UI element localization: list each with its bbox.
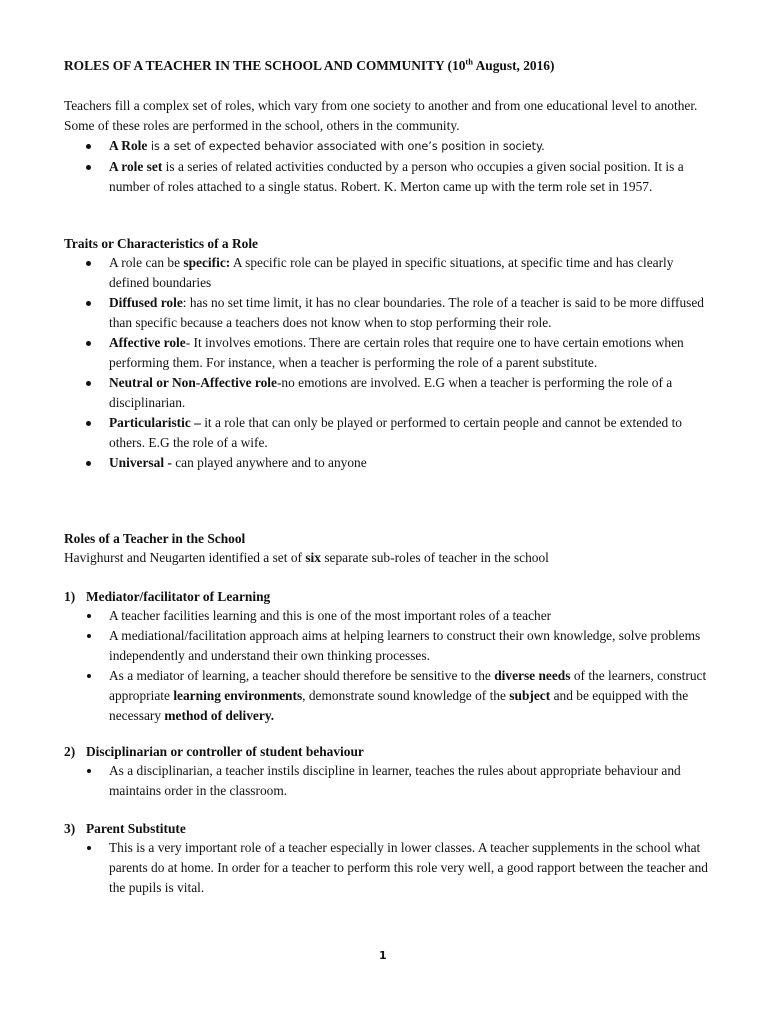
- document-title: ROLES OF A TEACHER IN THE SCHOOL AND COMMUNITY (10th August, 2016): [64, 56, 555, 73]
- bullet-icon: [87, 634, 91, 638]
- bullet-icon: [86, 421, 91, 426]
- section-heading-disciplinarian: 2) Disciplinarian or controller of student behaviour: [64, 744, 364, 759]
- mediator-list: [0, 606, 768, 726]
- list-item: Diffused role: has no set time limit, it has no clear boundaries. The role of a teacher is said to be more diffused than specific because a teachers does not know when to stop performing their role.: [0, 293, 768, 333]
- bullet-icon: [86, 381, 91, 386]
- traits-heading: Traits or Characteristics of a Role: [64, 236, 258, 251]
- list-item: Neutral or Non-Affective role-no emotions are involved. E.G when a teacher is performing the role of a disciplinarian.: [0, 373, 768, 413]
- list-item: A role can be specific: A specific role can be played in specific situations, at specific time and has clearly defined boundaries: [0, 253, 768, 293]
- bullet-icon: [86, 341, 91, 346]
- section-heading-mediator: 1) Mediator/facilitator of Learning: [64, 589, 271, 604]
- bullet-icon: [87, 614, 91, 618]
- intro-paragraph: Teachers fill a complex set of roles, which vary from one society to another and from one educational level to another. Some of these roles are performed in the school, others in the community.: [64, 98, 698, 133]
- list-item: As a mediator of learning, a teacher should therefore be sensitive to the diverse needs of the learners, construct appropriate learning environments, demonstrate sound knowledge of the subject and be equipped with the necessary method of delivery.: [0, 666, 768, 726]
- school-roles-intro: Havighurst and Neugarten identified a set of six separate sub-roles of teacher in the school: [64, 550, 549, 565]
- bullet-icon: [87, 674, 91, 678]
- traits-list: [0, 253, 768, 473]
- school-roles-heading: Roles of a Teacher in the School: [64, 531, 246, 546]
- section-heading-parent-substitute: 3) Parent Substitute: [64, 821, 186, 836]
- list-item: As a disciplinarian, a teacher instils discipline in learner, teaches the rules about appropriate behaviour and maintains order in the classroom.: [0, 761, 768, 801]
- bullet-icon: [87, 769, 91, 773]
- bullet-icon: [86, 144, 91, 149]
- list-item: Universal - can played anywhere and to anyone: [0, 453, 768, 473]
- list-item: A mediational/facilitation approach aims at helping learners to construct their own knowledge, solve problems independently and understand their own thinking processes.: [0, 626, 768, 666]
- list-item: This is a very important role of a teacher especially in lower classes. A teacher supplements in the school what parents do at home. In order for a teacher to perform this role very well, a good rapport between the teacher and the pupils is vital.: [0, 838, 768, 898]
- bullet-icon: [86, 165, 91, 170]
- parent-substitute-list: [0, 838, 768, 898]
- list-item: A Role is a set of expected behavior associated with one’s position in society.: [0, 136, 768, 157]
- list-item: A teacher facilities learning and this is one of the most important roles of a teacher: [0, 606, 768, 626]
- bullet-icon: [86, 461, 91, 466]
- list-item: Affective role- It involves emotions. There are certain roles that require one to have certain emotions when performing them. For instance, when a teacher is performing the role of a parent substitute.: [0, 333, 768, 373]
- bullet-icon: [87, 846, 91, 850]
- list-item: Particularistic – it a role that can only be played or performed to certain people and cannot be extended to others. E.G the role of a wife.: [0, 413, 768, 453]
- definitions-list: [0, 136, 768, 197]
- bullet-icon: [86, 261, 91, 266]
- disciplinarian-list: [0, 761, 768, 801]
- bullet-icon: [86, 301, 91, 306]
- page-number: 1: [379, 949, 387, 962]
- list-item: A role set is a series of related activities conducted by a person who occupies a given social position. It is a number of roles attached to a single status. Robert. K. Merton came up with the term role set in 1957.: [0, 157, 768, 197]
